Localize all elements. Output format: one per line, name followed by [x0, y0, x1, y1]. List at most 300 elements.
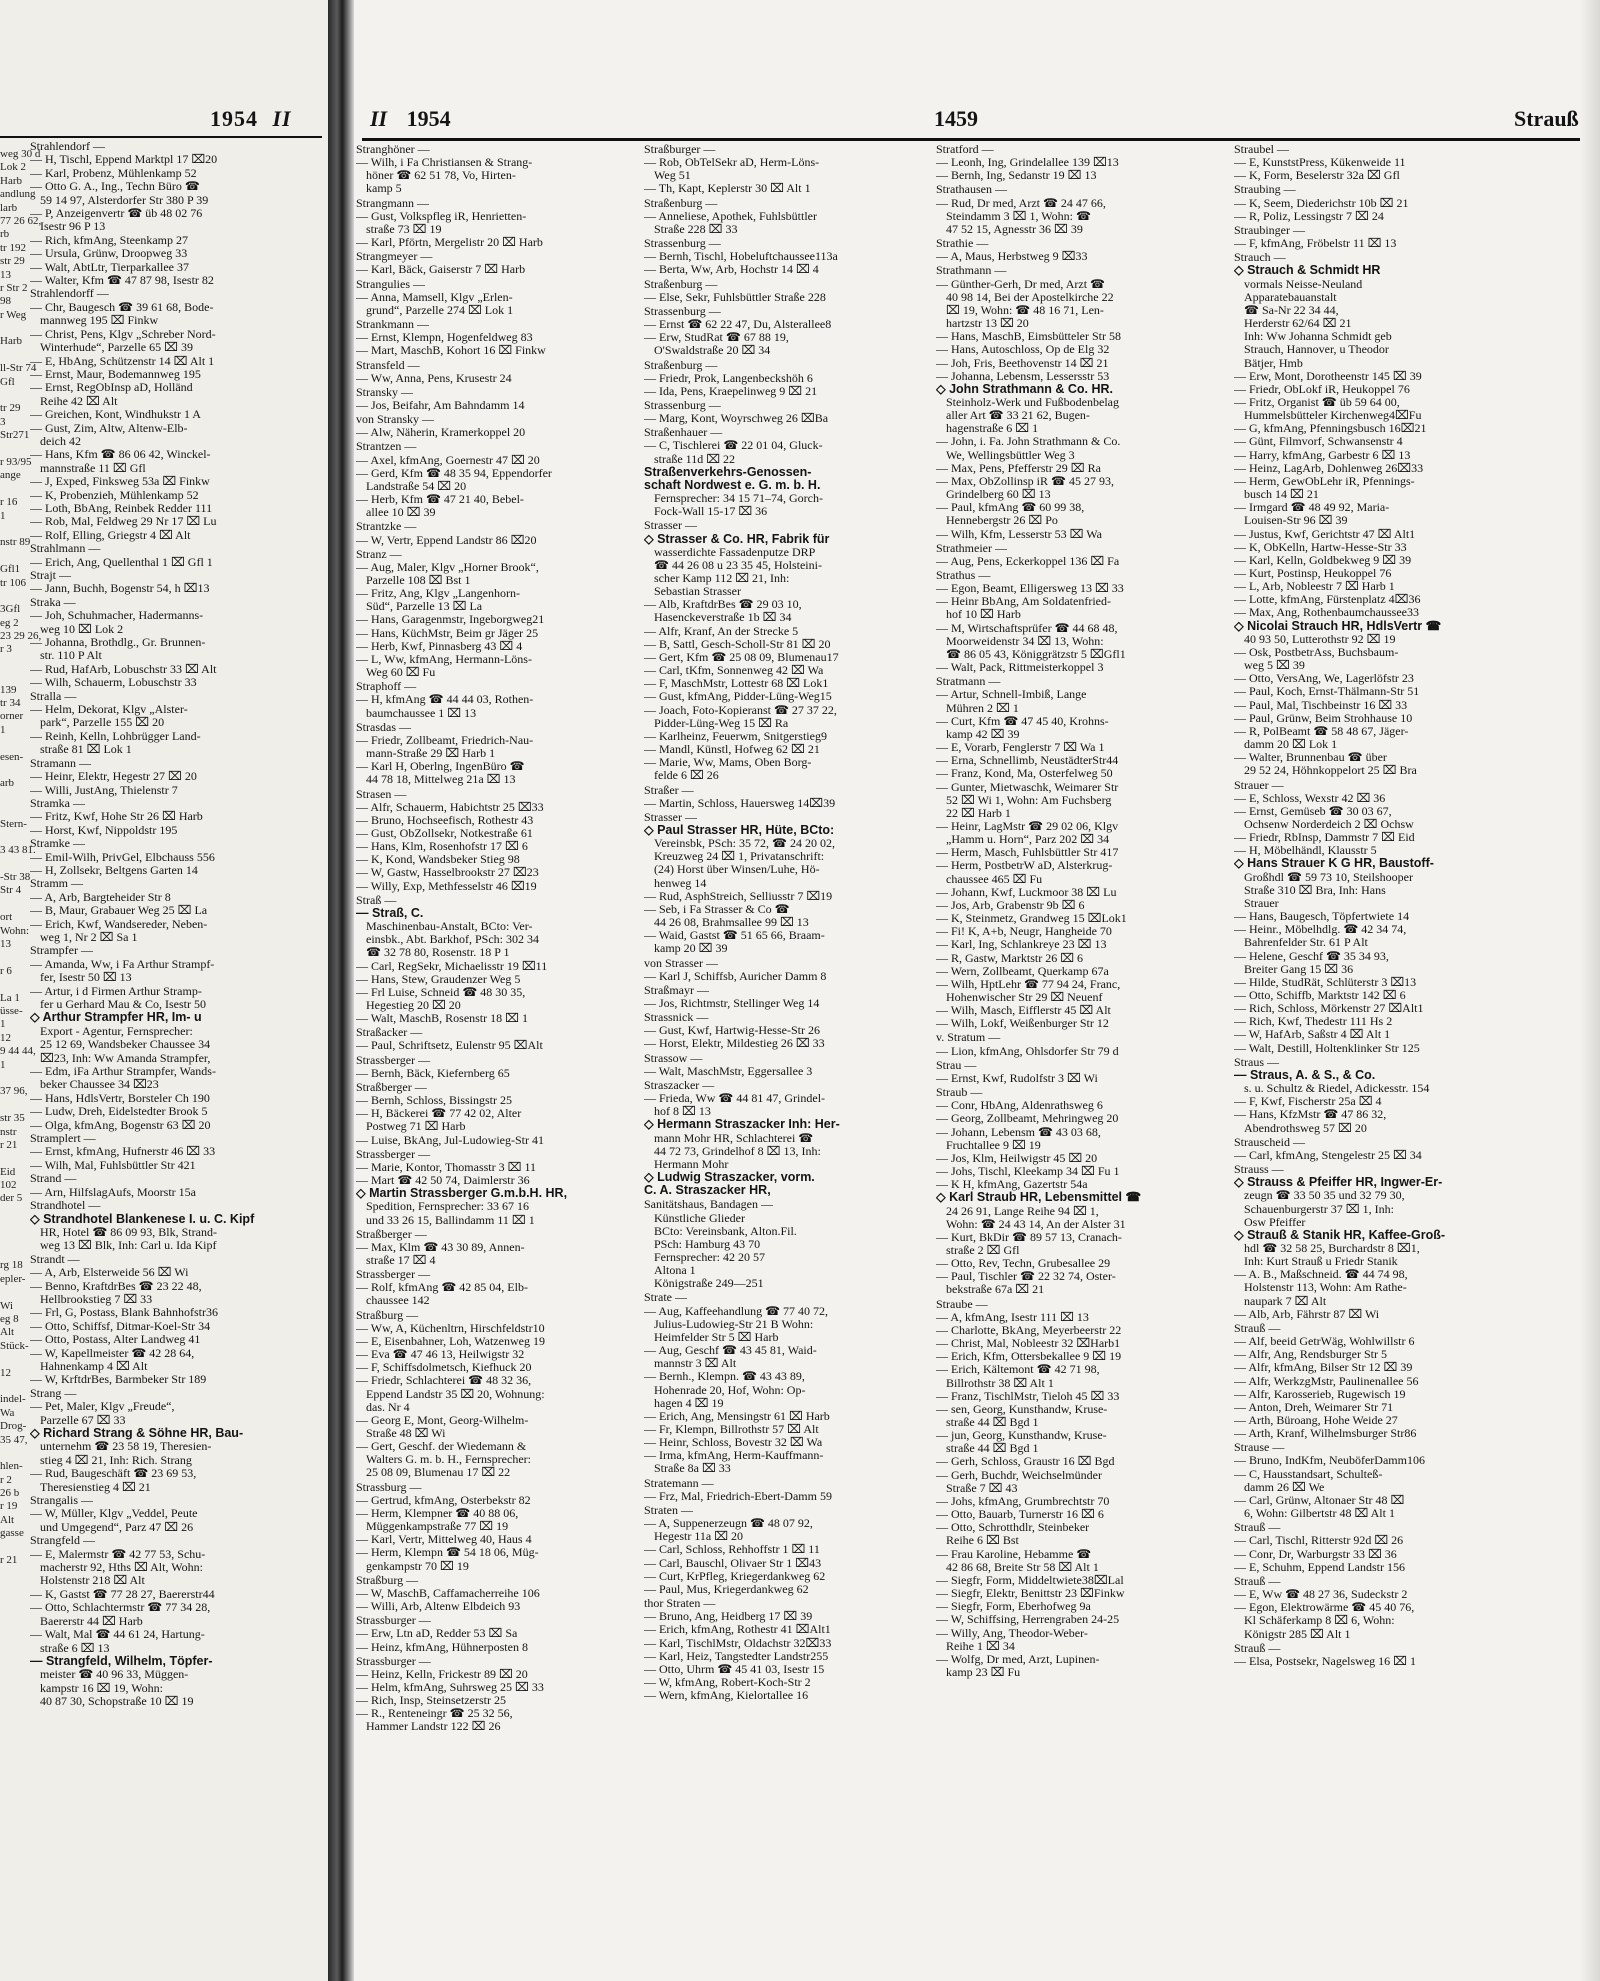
directory-entry: O'Swaldstraße 20 ⌧ 34 [654, 344, 771, 358]
directory-entry: das. Nr 4 [366, 1400, 410, 1414]
directory-entry: — E, Eisenbahner, Loh, Watzenweg 19 [356, 1334, 545, 1348]
firm-entry: — Strangfeld, Wilhelm, Töpfer- [30, 1654, 213, 1668]
edge-fragment [0, 737, 26, 750]
edge-fragment: 1 [0, 723, 6, 736]
directory-entry: Eppend Landstr 35 ⌧ 20, Wohnung: [366, 1387, 545, 1401]
directory-entry: grund“, Parzelle 274 ⌧ Lok 1 [366, 303, 514, 317]
directory-entry: Winterhude“, Parzelle 65 ⌧ 39 [40, 341, 193, 355]
directory-entry: — Willi, JustAng, Thielenstr 7 [30, 783, 178, 797]
surname-heading: Strasdas — [356, 720, 411, 734]
edge-fragment [0, 1353, 26, 1366]
edge-fragment: andlung [0, 188, 36, 201]
directory-entry: Landstraße 54 ⌧ 20 [366, 479, 467, 493]
directory-entry: Abendrothsweg 57 ⌧ 20 [1244, 1121, 1367, 1135]
directory-entry: — Horst, Kwf, Nippoldstr 195 [30, 823, 178, 837]
directory-entry: — Paul, kfmAng ☎ 60 99 38, [936, 501, 1085, 515]
directory-entry: — Paul, Grünw, Beim Strohhause 10 [1234, 711, 1413, 725]
directory-entry: bekstraße 67a ⌧ 21 [946, 1283, 1045, 1297]
directory-entry: Hellbrookstieg 7 ⌧ 33 [40, 1292, 153, 1306]
directory-entry: 44 72 73, Grindelhof 8 ⌧ 13, Inh: [654, 1144, 821, 1158]
directory-entry: Spedition, Fernsprecher: 33 67 16 [366, 1200, 529, 1214]
directory-entry: — Erich, Kältemont ☎ 42 71 98, [936, 1363, 1100, 1377]
directory-entry: — Christ, Mal, Nobleestr 32 ⌧Harb1 [936, 1337, 1121, 1351]
directory-entry: — Erna, Schnellimb, NeustädterStr44 [936, 754, 1119, 768]
surname-heading: v. Stratum — [936, 1031, 1001, 1045]
directory-entry: — Karl J, Schiffsb, Auricher Damm 8 [644, 969, 827, 983]
edge-fragment: 1 [0, 1058, 6, 1071]
firm-entry: ◇ Richard Strang & Söhne HR, Bau- [30, 1427, 244, 1440]
edge-fragment: 9 44 44, [0, 1045, 36, 1058]
edge-fragment: r 16 [0, 496, 18, 509]
edge-fragment [0, 898, 26, 911]
directory-entry: — Walt, MaschMstr, Eggersallee 3 [644, 1064, 813, 1078]
directory-entry: — Heinr, Schloss, Bovestr 32 ⌧ Wa [644, 1436, 823, 1450]
edge-fragment: -Str 38 [0, 871, 31, 884]
directory-entry: — W, MaschB, Caffamacherreihe 106 [356, 1586, 540, 1600]
edge-fragment: 98 [0, 295, 11, 308]
directory-entry: — Emil-Wilh, PrivGel, Elbchauss 556 [30, 850, 215, 864]
directory-entry: — E, HbAng, Schützenstr 14 ⌧ Alt 1 [30, 354, 215, 368]
surname-heading: Straka — [30, 595, 76, 609]
directory-entry: — Curt, KrPfleg, Kriegerdankweg 62 [644, 1569, 826, 1583]
edge-fragment: Wohn: [0, 924, 30, 937]
edge-fragment: hlen- [0, 1460, 23, 1473]
directory-entry: Pidder-Lüng-Weg 15 ⌧ Ra [654, 716, 789, 730]
directory-entry: Straße 310 ⌧ Bra, Inh: Hans [1244, 883, 1386, 897]
directory-entry: — Fritz, Kwf, Hohe Str 26 ⌧ Harb [30, 810, 203, 824]
directory-entry: — Friedr, Schlachterei ☎ 48 32 36, [356, 1374, 532, 1388]
directory-entry: — Curt, Kfm ☎ 47 45 40, Krohns- [936, 714, 1109, 728]
directory-entry: — H, kfmAng ☎ 44 44 03, Rothen- [356, 693, 534, 707]
directory-entry: und Umgegend“, Parz 47 ⌧ 26 [40, 1520, 194, 1534]
directory-entry: — W, Gastw, Hasselbrookstr 27 ⌧23 [356, 866, 539, 880]
surname-heading: Strauß — [1234, 1574, 1281, 1588]
directory-entry: Königstraße 249—251 [654, 1277, 764, 1291]
surname-heading: Straubel — [1234, 143, 1289, 156]
directory-entry: Export - Agentur, Fernsprecher: [40, 1024, 193, 1038]
edge-fragment [0, 1072, 26, 1085]
directory-entry: Hahnenkamp 4 ⌧ Alt [40, 1359, 148, 1373]
directory-entry: — W, Müller, Klgv „Veddel, Peute [30, 1507, 198, 1521]
directory-entry: — Herm, Klempn ☎ 54 18 06, Müg- [356, 1546, 539, 1560]
directory-entry: — Rob, Mal, Feldweg 29 Nr 17 ⌧ Lu [30, 515, 217, 529]
surname-heading: Stransfeld — [356, 358, 420, 372]
directory-entry: — Alw, Näherin, Kramerkoppel 20 [356, 426, 526, 440]
directory-entry: weg 13 ⌧ Blk, Inh: Carl u. Ida Kipf [40, 1239, 217, 1253]
right-header-year: 1954 [406, 106, 451, 131]
directory-entry: weg 5 ⌧ 39 [1244, 659, 1305, 673]
directory-entry: — R, Gastw, Marktstr 26 ⌧ 6 [936, 951, 1084, 965]
directory-entry: Grindelberg 60 ⌧ 13 [946, 488, 1051, 502]
directory-entry: Großhdl ☎ 59 73 10, Steilshooper [1244, 870, 1413, 884]
firm-entry: ◇ Strasser & Co. HR, Fabrik für [644, 532, 830, 546]
directory-entry: — Paul, Mus, Kriegerdankweg 62 [644, 1582, 809, 1596]
directory-entry: ☎ 32 78 80, Rosenstr. 18 P 1 [366, 946, 510, 960]
directory-entry: Ochsenw Norderdeich 2 ⌧ Ochsw [1244, 817, 1414, 831]
directory-entry: 40 98 14, Bei der Apostelkirche 22 [946, 290, 1114, 304]
directory-entry: — Herb, Kwf, Pinnasberg 43 ⌧ 4 [356, 639, 523, 653]
directory-entry: — Friedr, ObLokf iR, Heukoppel 76 [1234, 382, 1410, 396]
directory-entry: — Karlheinz, Feuerwm, Snitgerstieg9 [644, 729, 827, 743]
surname-heading: Strauss — [1234, 1163, 1284, 1177]
directory-entry: — Heinz, kfmAng, Hühnerposten 8 [356, 1640, 528, 1654]
surname-heading: Stranghöner — [356, 143, 430, 156]
directory-entry: Hegestieg 20 ⌧ 20 [366, 999, 461, 1012]
firm-entry: ◇ Martin Strassberger G.m.b.H. HR, [356, 1187, 568, 1201]
surname-heading: Stramann — [30, 756, 91, 770]
surname-heading: Strassenburg — [644, 237, 721, 251]
surname-heading: Straßberger — [356, 1080, 427, 1094]
directory-entry: Altona 1 [654, 1264, 696, 1278]
directory-entry: — Alfr, Karosseriеb, Rugewisch 19 [1234, 1387, 1406, 1401]
directory-entry: 47 52 15, Agnesstr 36 ⌧ 39 [946, 222, 1083, 236]
directory-entry: — Siegfr, Form, Middeltwiete38⌧Lal [936, 1573, 1124, 1587]
directory-entry: 44 26 08, Brahmsallee 99 ⌧ 13 [654, 916, 809, 930]
edge-fragment [0, 523, 26, 536]
directory-entry: — Arn, HilfslagAufs, Moorstr 15a [30, 1185, 196, 1199]
directory-entry: — A, kfmAng, Isestr 111 ⌧ 13 [936, 1310, 1089, 1324]
surname-heading: Strangulies — [356, 277, 425, 291]
directory-entry: Fruchtallee 9 ⌧ 19 [946, 1138, 1041, 1152]
directory-entry: — Johann, Kwf, Luckmoor 38 ⌧ Lu [936, 885, 1117, 899]
surname-heading: Strang — [30, 1386, 77, 1400]
firm-entry: ◇ Karl Straub HR, Lebensmittel ☎ [936, 1191, 1142, 1205]
edge-fragment: 35 47, [0, 1433, 28, 1446]
directory-entry: fer u Gerhard Mau & Co, Isestr 50 [40, 998, 206, 1011]
surname-heading: Straßmayr — [644, 983, 709, 997]
directory-entry: einsbk., Abt. Barkhof, PSch: 302 34 [366, 933, 539, 947]
edge-fragment: 13 [0, 938, 11, 951]
left-page [0, 0, 328, 1981]
surname-heading: Straphoff — [356, 680, 417, 694]
edge-fragment: 3 43 81. [0, 844, 36, 857]
edge-fragment: r 93/95 [0, 455, 32, 468]
directory-entry: — Greichen, Kont, Windhukstr 1 A [30, 408, 201, 422]
directory-entry: — Erw, Ltn aD, Redder 53 ⌧ Sa [356, 1627, 518, 1641]
directory-entry: — Rob, ObTelSekr aD, Herm-Löns- [644, 156, 820, 170]
directory-entry: — Loth, BbAng, Reinbek Redder 111 [30, 501, 213, 515]
edge-fragment [0, 951, 26, 964]
directory-entry: fer, Isestr 50 ⌧ 13 [40, 971, 132, 985]
directory-entry: allee 10 ⌧ 39 [366, 506, 436, 520]
surname-heading: Straßenhauer — [644, 426, 723, 440]
edge-fragment [0, 1246, 26, 1259]
directory-entry: — Mart, MaschB, Kohort 16 ⌧ Finkw [356, 344, 546, 358]
directory-entry: — Edm, iFa Arthur Strampfer, Wands- [30, 1065, 216, 1079]
directory-entry: — Erich, Ang, Quellenthal 1 ⌧ Gfl 1 [30, 555, 213, 569]
directory-entry: — Carl, RegSekr, Michaelisstr 19 ⌧11 [356, 959, 548, 973]
surname-heading: Strassburger — [356, 1614, 431, 1628]
directory-entry: straße 6 ⌧ 13 [40, 1641, 110, 1655]
directory-entry: — Rich, Kwf, Thedestr 111 Hs 2 [1234, 1015, 1393, 1029]
directory-entry: — A, Arb, Elsterweide 56 ⌧ Wi [30, 1266, 189, 1280]
directory-entry: 59 14 97, Alsterdorfer Str 380 P 39 [40, 193, 209, 207]
directory-entry: — Alf, beeid GetrWäg, Wohlwillstr 6 [1234, 1335, 1415, 1349]
directory-entry: Reihe 42 ⌧ Alt [40, 394, 118, 408]
edge-fragment: 12 [0, 1031, 11, 1044]
directory-entry: vormals Neisse-Neuland [1244, 277, 1363, 291]
firm-entry: ◇ Ludwig Straszacker, vorm. [644, 1171, 815, 1185]
surname-heading: Strangmann — [356, 196, 429, 210]
directory-entry: — Gerh, Buchdr, Weichselmünder [936, 1468, 1102, 1482]
directory-entry: — Berta, Ww, Arb, Hochstr 14 ⌧ 4 [644, 263, 819, 277]
directory-entry: — A, Suppenerzeugn ☎ 48 07 92, [644, 1517, 813, 1531]
directory-entry: — Frieda, Ww ☎ 44 81 47, Grindel- [644, 1092, 826, 1106]
directory-entry: BCto: Vereinsbank, Alton.Fil. [654, 1224, 797, 1238]
directory-entry: — Heinr, Elektr, Hegestr 27 ⌧ 20 [30, 770, 197, 784]
directory-entry: Fock-Wall 15-17 ⌧ 36 [654, 505, 768, 519]
directory-entry: damm 26 ⌧ We [1244, 1480, 1325, 1494]
directory-entry: — Bernh., Klempn. ☎ 43 43 89, [644, 1370, 805, 1384]
surname-heading: Sanitätshaus, Bandagen — [644, 1198, 773, 1212]
directory-entry: — Bernh, Schloss, Bissingstr 25 [356, 1094, 513, 1108]
directory-entry: — B, Sattl, Gesch-Scholl-Str 81 ⌧ 20 [644, 637, 831, 651]
edge-fragment [0, 978, 26, 991]
directory-entry: Wohn: ☎ 24 43 14, An der Alster 31 [946, 1217, 1126, 1231]
directory-entry: — Wilh, Kfm, Lesserstr 53 ⌧ Wa [936, 527, 1102, 541]
directory-entry: — Helene, Geschf ☎ 35 34 93, [1234, 949, 1389, 963]
directory-entry: Fernsprecher: 34 15 71–74, Gorch- [654, 492, 823, 506]
directory-entry: — Willy, Ang, Theodor-Weber- [936, 1626, 1088, 1640]
directory-entry: ☎ 44 26 08 u 23 35 45, Holsteini- [654, 558, 822, 572]
directory-entry: We, Wellingsbüttler Weg 3 [946, 448, 1075, 462]
edge-fragment: Stern- [0, 817, 27, 830]
surname-heading: Strandhotel — [30, 1199, 101, 1213]
directory-entry: 40 93 50, Lutterothstr 92 ⌧ 19 [1244, 632, 1396, 646]
directory-entry: beker Chaussee 34 ⌧23 [40, 1078, 159, 1092]
directory-entry: — Conr, HbAng, Aldenrathsweg 6 [936, 1099, 1103, 1113]
edge-fragment [0, 670, 26, 683]
directory-entry: — Bruno, IndKfm, NeuböferDamm106 [1234, 1454, 1425, 1468]
directory-entry: — F, MaschMstr, Lottestr 68 ⌧ Lok1 [644, 677, 829, 691]
directory-entry: — Karl, Ing, Schlankreye 23 ⌧ 13 [936, 938, 1107, 952]
directory-entry: — Rud, AsphStreich, Selliusstr 7 ⌧19 [644, 889, 833, 903]
edge-fragment: tr 34 [0, 697, 21, 710]
directory-entry: — Wilh, Schauerm, Lobuschstr 33 [30, 676, 197, 690]
directory-entry: — W, HafArb, Saßstr 4 ⌧ Alt 1 [1234, 1028, 1391, 1042]
firm-entry: ◇ Paul Strasser HR, Hüte, BCto: [644, 823, 835, 837]
directory-entry: — Charlotte, BkAng, Meyerbeerstr 22 [936, 1323, 1122, 1337]
directory-entry: — Jos, Beifahr, Am Bahndamm 14 [356, 398, 525, 412]
directory-entry: — Hans, Baugesch, Töpfertwiete 14 [1234, 910, 1410, 924]
directory-entry: genkampstr 70 ⌧ 19 [366, 1559, 469, 1573]
edge-fragment: Wa [0, 1406, 15, 1419]
directory-entry: — Fi! K, A+b, Neugr, Hangheide 70 [936, 925, 1112, 939]
directory-entry: — Amanda, Ww, i Fa Arthur Strampf- [30, 957, 215, 971]
directory-entry: — Hans, Garagenmstr, Ingeborgweg21 [356, 613, 545, 627]
directory-entry: — John, i. Fa. John Strathmann & Co. [936, 435, 1121, 449]
edge-fragment: Str271 [0, 429, 30, 442]
directory-entry: — F, kfmAng, Fröbelstr 11 ⌧ 13 [1234, 237, 1397, 251]
edge-fragment: r Str 2 [0, 281, 28, 294]
directory-entry: — Paul, Mal, Tischbeinstr 16 ⌧ 33 [1234, 698, 1408, 712]
directory-entry: macherstr 92, Hths ⌧ Alt, Wohn: [40, 1561, 203, 1575]
directory-entry: — H, Bäckerei ☎ 77 42 02, Alter [356, 1107, 522, 1121]
directory-entry: Vereinsbk, PSch: 35 72, ☎ 24 20 02, [654, 837, 835, 851]
directory-entry: Hohenrade 20, Hof, Wohn: Op- [654, 1383, 806, 1397]
surname-heading: Strauch — [1234, 251, 1286, 265]
directory-entry: — Walter, Kfm ☎ 47 87 98, Isestr 82 [30, 274, 214, 288]
surname-heading: von Stransky — [356, 413, 434, 427]
directory-entry: felde 6 ⌧ 26 [654, 769, 719, 783]
edge-fragment: La 1 [0, 991, 20, 1004]
directory-entry: — Walt, Destill, Holtenklinker Str 125 [1234, 1041, 1420, 1055]
directory-entry: — Alfr, Kranf, An der Strecke 5 [644, 624, 799, 638]
directory-entry: — Karl, Bäck, Gaiserstr 7 ⌧ Harb [356, 263, 526, 277]
directory-entry: — Joach, Foto-Kopieranst ☎ 27 37 22, [644, 703, 837, 717]
right-page [354, 0, 1600, 1981]
directory-entry: — Benno, KraftdrBes ☎ 23 22 48, [30, 1279, 202, 1293]
directory-entry: straße 44 ⌧ Bgd 1 [946, 1416, 1039, 1429]
directory-entry: — W, kfmAng, Robert-Koch-Str 2 [644, 1675, 811, 1689]
left-page-edge-fragments [0, 148, 42, 1567]
directory-entry: ☎ Sa-Nr 22 34 44, [1244, 303, 1339, 317]
directory-entry: — sen, Georg, Kunsthandw, Kruse- [936, 1402, 1108, 1416]
directory-entry: — Otto, Schiffsf, Ditmar-Koel-Str 34 [30, 1319, 211, 1333]
surname-heading: Strassnick — [644, 1011, 709, 1025]
firm-entry: — Straß, C. [356, 906, 424, 920]
directory-entry: 25 08 09, Blumenau 17 ⌧ 22 [366, 1466, 511, 1480]
surname-heading: Strassenburg — [644, 398, 721, 412]
directory-entry: Künstliche Glieder [654, 1211, 745, 1225]
directory-entry: Strauer [1244, 896, 1279, 910]
directory-entry: — Pet, Maler, Klgv „Freude“, [30, 1400, 175, 1414]
directory-entry: Julius-Ludowieg-Str 21 B Wohn: [654, 1317, 814, 1331]
edge-fragment: indel- [0, 1393, 26, 1406]
running-head: Strauß [1514, 106, 1579, 131]
directory-entry: — Rich, Schloss, Mörkenstr 27 ⌧Alt1 [1234, 1002, 1424, 1016]
page-number: 1459 [934, 106, 978, 131]
surname-heading: Strangalis — [30, 1494, 93, 1508]
directory-entry: und 33 26 15, Ballindamm 11 ⌧ 1 [366, 1213, 535, 1227]
firm-entry: ◇ Strandhotel Blankenese I. u. C. Kipf [30, 1212, 255, 1226]
directory-entry: — Heinr., Möbelhdlg. ☎ 42 34 74, [1234, 923, 1407, 937]
directory-entry: — Rolf, Elling, Griegstr 4 ⌧ Alt [30, 528, 191, 542]
directory-entry: — Max, Ang, Rothenbaumchaussee33 [1234, 606, 1419, 620]
directory-entry: Königstr 285 ⌧ Alt 1 [1244, 1627, 1351, 1641]
directory-entry: straße 17 ⌧ 4 [366, 1253, 436, 1267]
directory-entry: — Wilh, i Fa Christiansen & Strang- [356, 156, 533, 170]
directory-entry: 6, Wohn: Gilbertstr 48 ⌧ Alt 1 [1244, 1507, 1395, 1521]
directory-entry: — Hans, KüchMstr, Beim gr Jäger 25 [356, 626, 539, 640]
directory-entry: park“, Parzelle 155 ⌧ 20 [40, 716, 165, 730]
directory-entry: — A. B., Maßschneid. ☎ 44 74 98, [1234, 1268, 1408, 1282]
edge-fragment [0, 791, 26, 804]
directory-entry: höner ☎ 62 51 78, Vo, Hirten- [366, 169, 516, 183]
surname-heading: Straub — [936, 1086, 983, 1100]
directory-entry: — E, Malermstr ☎ 42 77 53, Schu- [30, 1547, 206, 1561]
edge-fragment [0, 1541, 26, 1554]
edge-fragment: tr 106 [0, 576, 26, 589]
directory-entry: Hegestr 11a ⌧ 20 [654, 1530, 744, 1544]
edge-fragment [0, 804, 26, 817]
directory-entry: — Erich, Kwf, Wandsereder, Neben- [30, 917, 208, 931]
edge-fragment: Gfl [0, 375, 15, 388]
directory-entry: — Frl, G, Postass, Blank Bahnhofstr36 [30, 1306, 219, 1320]
surname-heading: Strassow — [644, 1051, 703, 1065]
directory-entry: — Marg, Kont, Woyrschweg 26 ⌧Ba [644, 412, 829, 426]
firm-entry: ◇ Strauss & Pfeiffer HR, Ingwer-Er- [1234, 1176, 1443, 1190]
directory-entry: — Karl, Kelln, Goldbekweg 9 ⌧ 39 [1234, 553, 1412, 567]
directory-entry: — Wilh, HptLehr ☎ 77 94 24, Franc, [936, 977, 1121, 991]
directory-entry: Parzelle 108 ⌧ Bst 1 [366, 574, 471, 587]
left-page-column [30, 140, 322, 1709]
directory-entry: Bahrenfelder Str. 61 P Alt [1244, 936, 1368, 950]
surname-heading: Strangfeld — [30, 1534, 95, 1548]
directory-entry: 25 12 69, Wandsbeker Chaussee 34 [40, 1038, 211, 1052]
directory-entry: — Otto, Schiffb, Marktstr 142 ⌧ 6 [1234, 989, 1406, 1002]
directory-entry: hof 8 ⌧ 13 [654, 1105, 711, 1119]
directory-entry: Sebastian Strasser [654, 585, 741, 599]
directory-entry: Isestr 96 P 13 [40, 220, 106, 234]
directory-entry: Maschinenbau-Anstalt, BCto: Ver- [366, 920, 533, 934]
edge-fragment: rb [0, 228, 10, 241]
directory-entry: — Else, Sekr, Fuhlsbüttler Straße 228 [644, 290, 826, 304]
directory-entry: — Otto, Uhrm ☎ 45 41 03, Isestr 15 [644, 1662, 825, 1676]
edge-fragment: Str 4 [0, 884, 22, 897]
directory-entry: — Paul, Tischler ☎ 22 32 74, Oster- [936, 1270, 1116, 1284]
edge-fragment: ange [0, 469, 21, 482]
directory-entry: — H, Möbelhändl, Klausstr 5 [1234, 844, 1377, 858]
directory-entry: — Bruno, Hochseefisch, Rothestr 43 [356, 813, 534, 827]
surname-heading: Strathausen — [936, 183, 1007, 197]
directory-entry: — Hans, Autoschloss, Op de Elg 32 [936, 343, 1110, 357]
edge-fragment [0, 764, 26, 777]
directory-entry: „Hamm u. Horn“, Parz 202 ⌧ 34 [946, 833, 1110, 847]
surname-heading: Strathmann — [936, 264, 1007, 278]
edge-fragment: r Weg [0, 308, 27, 321]
surname-heading: Straszacker — [644, 1078, 715, 1092]
directory-entry: — K H, kfmAng, Gazertstr 54a [936, 1178, 1088, 1192]
edge-fragment: Harb [0, 335, 22, 348]
directory-entry: — Carl, Bauschl, Olivaer Str 1 ⌧43 [644, 1556, 822, 1570]
edge-fragment: gasse [0, 1527, 24, 1540]
directory-entry: — K, Seem, Diederichstr 10b ⌧ 21 [1234, 196, 1409, 210]
edge-fragment: ll-Str 74 [0, 362, 37, 375]
surname-heading: Stratford — [936, 143, 994, 156]
surname-heading: Stratmann — [936, 675, 1001, 689]
directory-entry: Süd“, Parzelle 13 ⌧ La [366, 600, 483, 614]
directory-entry: — Max, Klm ☎ 43 30 89, Annen- [356, 1240, 525, 1254]
directory-entry: henweg 14 [654, 876, 707, 890]
directory-entry: Billrothstr 38 ⌧ Alt 1 [946, 1376, 1054, 1390]
directory-entry: chaussee 465 ⌧ Fu [946, 872, 1043, 886]
directory-entry: — Jos, Richtmstr, Stellinger Weg 14 [644, 997, 820, 1010]
directory-entry: Mühren 2 ⌧ 1 [946, 701, 1019, 715]
directory-entry: — Arth, Kranf, Wilhelmsburger Str86 [1234, 1427, 1417, 1441]
directory-entry: ⌧23, Inh: Ww Amanda Strampfer, [40, 1051, 211, 1065]
surname-heading: Strauß — [1234, 1321, 1281, 1335]
directory-entry: — K, Probenzieh, Mühlenkamp 52 [30, 488, 199, 502]
directory-entry: — Erich, Ang, Mensingstr 61 ⌧ Harb [644, 1409, 830, 1423]
directory-entry: straße 73 ⌧ 19 [366, 222, 442, 236]
directory-entry: 40 87 30, Schopstraße 10 ⌧ 19 [40, 1695, 194, 1709]
directory-entry: — Siegfr, Elektr, Benittstr 23 ⌧Finkw [936, 1587, 1125, 1601]
edge-fragment [0, 1447, 26, 1460]
directory-entry: — Alfr, WerkzgMstr, Paulinenallee 56 [1234, 1374, 1419, 1388]
surname-heading: Stratemann — [644, 1476, 714, 1490]
directory-entry: str. 110 P Alt [40, 649, 102, 663]
directory-entry: — Artur, Schnell-Imbiß, Lange [936, 688, 1087, 702]
directory-entry: — W, Schiffsing, Herrengraben 24-25 [936, 1613, 1120, 1627]
firm-entry: ◇ Nicolai Strauch HR, HdlsVertr ☎ [1234, 619, 1442, 633]
edge-fragment: r 21 [0, 1554, 18, 1567]
directory-entry: — Hans, HdlsVertr, Borsteler Ch 190 [30, 1091, 210, 1105]
directory-entry: — Helm, kfmAng, Suhrsweg 25 ⌧ 33 [356, 1680, 544, 1694]
directory-entry: — E, Schuhm, Eppend Landstr 156 [1234, 1560, 1405, 1574]
directory-entry: — Aug, Kaffeehandlung ☎ 77 40 72, [644, 1304, 829, 1318]
directory-entry: Hohenwischer Str 29 ⌧ Neuenf [946, 991, 1103, 1004]
